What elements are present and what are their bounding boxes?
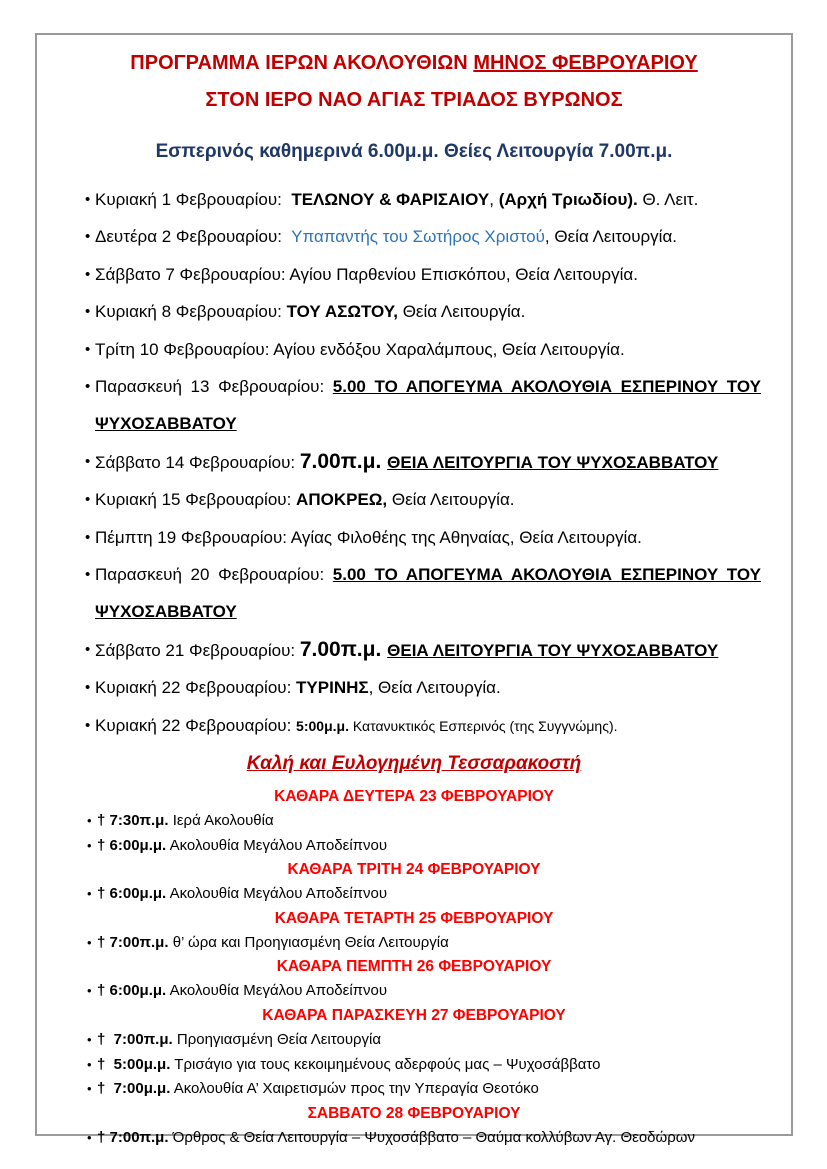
text-run: † 7:00μ.μ. <box>97 1080 171 1098</box>
list-item <box>65 931 763 956</box>
list-item-text <box>95 519 763 556</box>
bullet-icon: • <box>87 813 92 829</box>
list-item <box>65 368 763 443</box>
bullet-icon: • <box>87 1056 92 1072</box>
list-item <box>65 631 763 669</box>
page-title-line2: ΣΤΟΝ ΙΕΡΟ ΝΑΟ ΑΓΙΑΣ ΤΡΙΑΔΟΣ ΒΥΡΩΝΟΣ <box>205 89 623 111</box>
title-text: ΠΡΟΓΡΑΜΜΑ ΙΕΡΩΝ ΑΚΟΛΟΥΘΙΩΝ <box>130 52 474 74</box>
text-run: Θεία Λειτουργία. <box>397 302 526 322</box>
text-run: ΤΟΥ ΑΣΩΤΟΥ, <box>286 302 398 322</box>
text-run: Ακολουθία Α’ Χαιρετισμών προς την Υπεραγία Θεοτόκο <box>170 1080 539 1098</box>
text-run: Θ. Λειτ. <box>637 190 699 209</box>
list-item-text <box>95 669 763 706</box>
text-run: Τρίτη 10 Φεβρουαρίου: Αγίου ενδόξου Χαραλάμπους, Θεία Λειτουργία. <box>95 339 625 359</box>
list-item <box>65 293 763 330</box>
list-item-text <box>95 631 763 669</box>
bullet-icon: • <box>87 1129 92 1145</box>
text-run: (Αρχή Τριωδίου). <box>498 190 638 209</box>
bullet-icon: • <box>85 340 91 358</box>
section-header: ΚΑΘΑΡΑ ΠΑΡΑΣΚΕΥΗ 27 ΦΕΒΡΟΥΑΡΙΟΥ <box>262 1007 566 1025</box>
text-run: Ιερά Ακολουθία <box>168 812 274 830</box>
bullet-icon: • <box>87 934 92 950</box>
bullet-icon: • <box>85 640 91 658</box>
bullet-icon: • <box>85 716 91 734</box>
text-run: Σάββατο 21 Φεβρουαρίου: <box>95 640 300 660</box>
text-run: † 6:00μ.μ. <box>97 836 167 854</box>
bullet-icon: • <box>85 452 91 470</box>
text-run: † 5:00μ.μ. <box>97 1055 171 1073</box>
bullet-icon: • <box>85 566 91 584</box>
bullet-icon: • <box>85 303 91 321</box>
list-item-text <box>95 331 763 368</box>
text-run: Σάββατο 14 Φεβρουαρίου: <box>95 452 300 472</box>
text-run: Όρθρος & Θεία Λειτουργία – Ψυχοσάββατο – Θαύμα κολλύβων Αγ. Θεοδώρων <box>168 1128 695 1146</box>
text-run: † 7:00π.μ. <box>97 1031 173 1049</box>
list-item-text <box>95 556 763 631</box>
list-item <box>65 834 763 859</box>
text-run: † 6:00μ.μ. <box>97 885 167 903</box>
text-run: Κατανυκτικός Εσπερινός (της Συγγνώμης). <box>348 717 618 734</box>
list-item <box>65 809 763 834</box>
list-item-text <box>95 293 763 330</box>
lent-blessing-heading: Καλή και Ευλογημένη Τεσσαρακοστή <box>246 753 582 775</box>
list-item-text <box>95 256 763 293</box>
list-item <box>65 181 763 218</box>
text-run: 5.00 ΤΟ ΑΠΟΓΕΥΜΑ ΑΚΟΛΟΥΘΙΑ ΕΣΠΕΡΙΝΟΥ ΤΟΥ ΨΥΧΟΣΑΒΒΑΤΟΥ <box>95 377 761 434</box>
daily-services-subtitle: Εσπερινός καθημερινά 6.00μ.μ. Θείες Λειτουργία 7.00π.μ. <box>155 141 673 162</box>
text-run: Ακολουθία Μεγάλου Αποδείπνου <box>166 982 388 1000</box>
text-run: Παρασκευή 13 Φεβρουαρίου: <box>95 377 333 397</box>
list-item <box>65 443 763 481</box>
list-item-text <box>97 834 763 859</box>
text-run: ΤΥΡΙΝΗΣ <box>296 678 369 698</box>
bullet-icon: • <box>85 679 91 697</box>
text-run: Παρασκευή 20 Φεβρουαρίου: <box>95 565 333 585</box>
document-page <box>35 33 793 1146</box>
text-run: Προηγιασμένη Θεία Λειτουργία <box>172 1031 382 1049</box>
list-item-text <box>95 218 763 255</box>
list-item-text <box>95 443 763 481</box>
list-item <box>65 1126 763 1151</box>
text-run: , Θεία Λειτουργία. <box>368 678 501 698</box>
text-run: † 6:00μ.μ. <box>97 982 167 1000</box>
list-item <box>65 979 763 1004</box>
bullet-icon: • <box>87 1081 92 1097</box>
bullet-icon: • <box>85 191 91 208</box>
bullet-icon: • <box>85 265 91 283</box>
bullet-icon: • <box>87 1032 92 1048</box>
text-run: Τρισάγιο για τους κεκοιμημένους αδερφούς μας – Ψυχοσάββατο <box>170 1055 601 1073</box>
list-item-text <box>97 979 763 1004</box>
text-run: Δευτέρα 2 Φεβρουαρίου: <box>95 227 292 247</box>
february-services-list <box>65 181 763 745</box>
text-run: ΑΠΟΚΡΕΩ, <box>296 490 388 510</box>
text-run: 7.00π.μ. <box>299 449 388 473</box>
bullet-icon: • <box>85 378 91 396</box>
list-item <box>65 882 763 907</box>
holy-week-sections <box>65 785 763 1150</box>
bullet-icon: • <box>85 228 91 246</box>
text-run: , Θεία Λειτουργία. <box>544 227 677 247</box>
list-item-text <box>97 931 763 956</box>
text-run: ΤΕΛΩΝΟΥ & ΦΑΡΙΣΑΙΟΥ <box>291 190 490 209</box>
bullet-icon: • <box>85 491 91 509</box>
section-header: ΣΑΒΒΑΤΟ 28 ΦΕΒΡΟΥΑΡΙΟΥ <box>307 1104 521 1122</box>
list-item <box>65 1053 763 1078</box>
bullet-icon: • <box>87 983 92 999</box>
list-item-text <box>97 1053 763 1078</box>
section-header: ΚΑΘΑΡΑ ΔΕΥΤΕΡΑ 23 ΦΕΒΡΟΥΑΡΙΟΥ <box>274 788 554 806</box>
text-run: 5.00 ΤΟ ΑΠΟΓΕΥΜΑ ΑΚΟΛΟΥΘΙΑ ΕΣΠΕΡΙΝΟΥ ΤΟΥ ΨΥΧΟΣΑΒΒΑΤΟΥ <box>95 565 761 622</box>
page-title-line1 <box>65 45 763 82</box>
text-run: † 7:00π.μ. <box>97 933 169 951</box>
list-item-text <box>97 809 763 834</box>
text-run: Ακολουθία Μεγάλου Αποδείπνου <box>166 836 388 854</box>
text-run: Κυριακή 22 Φεβρουαρίου: <box>95 678 297 698</box>
title-underlined-text: ΜΗΝΟΣ ΦΕΒΡΟΥΑΡΙΟΥ <box>473 52 698 74</box>
text-run: Κυριακή 1 Φεβρουαρίου: <box>95 190 292 209</box>
text-run: 5:00μ.μ. <box>296 717 349 734</box>
list-item <box>65 218 763 255</box>
list-item-text <box>95 181 763 218</box>
text-run: † 7:30π.μ. <box>97 812 169 830</box>
text-run: † 7:00π.μ. <box>97 1128 169 1146</box>
text-run: Κυριακή 15 Φεβρουαρίου: <box>95 490 297 510</box>
text-run: ΘΕΙΑ ΛΕΙΤΟΥΡΓΙΑ ΤΟΥ ΨΥΧΟΣΑΒΒΑΤΟΥ <box>387 452 719 472</box>
list-item-text <box>95 707 763 745</box>
list-item-text <box>97 882 763 907</box>
text-run: Θεία Λειτουργία. <box>387 490 515 510</box>
list-item <box>65 1028 763 1053</box>
bullet-icon: • <box>87 837 92 853</box>
bullet-icon: • <box>87 886 92 902</box>
section-header: ΚΑΘΑΡΑ ΤΕΤΑΡΤΗ 25 ΦΕΒΡΟΥΑΡΙΟΥ <box>274 909 554 927</box>
list-item <box>65 1077 763 1102</box>
text-run: 7.00π.μ. <box>299 637 388 661</box>
list-item <box>65 331 763 368</box>
text-run: ΘΕΙΑ ΛΕΙΤΟΥΡΓΙΑ ΤΟΥ ΨΥΧΟΣΑΒΒΑΤΟΥ <box>387 640 719 660</box>
section-header: ΚΑΘΑΡΑ ΠΕΜΠΤΗ 26 ΦΕΒΡΟΥΑΡΙΟΥ <box>276 958 552 976</box>
section-header: ΚΑΘΑΡΑ ΤΡΙΤΗ 24 ΦΕΒΡΟΥΑΡΙΟΥ <box>287 861 541 879</box>
list-item <box>65 556 763 631</box>
list-item <box>65 707 763 745</box>
list-item <box>65 669 763 706</box>
list-item <box>65 256 763 293</box>
text-run: Υπαπαντής του Σωτήρος Χριστού <box>291 227 545 247</box>
text-run: Κυριακή 22 Φεβρουαρίου: <box>95 715 297 735</box>
list-item-text <box>97 1126 763 1151</box>
list-item-text <box>95 368 763 443</box>
text-run: θ’ ώρα και Προηγιασμένη Θεία Λειτουργία <box>168 933 449 951</box>
text-run: Ακολουθία Μεγάλου Αποδείπνου <box>166 885 388 903</box>
text-run: , <box>489 190 499 209</box>
list-item <box>65 519 763 556</box>
bullet-icon: • <box>85 528 91 546</box>
list-item-text <box>97 1077 763 1102</box>
list-item-text <box>97 1028 763 1053</box>
text-run: Πέμπτη 19 Φεβρουαρίου: Αγίας Φιλοθέης της Αθηναίας, Θεία Λειτουργία. <box>95 527 642 547</box>
list-item <box>65 481 763 518</box>
list-item-text <box>95 481 763 518</box>
text-run: Κυριακή 8 Φεβρουαρίου: <box>95 302 287 322</box>
text-run: Σάββατο 7 Φεβρουαρίου: Αγίου Παρθενίου Επισκόπου, Θεία Λειτουργία. <box>95 264 638 284</box>
